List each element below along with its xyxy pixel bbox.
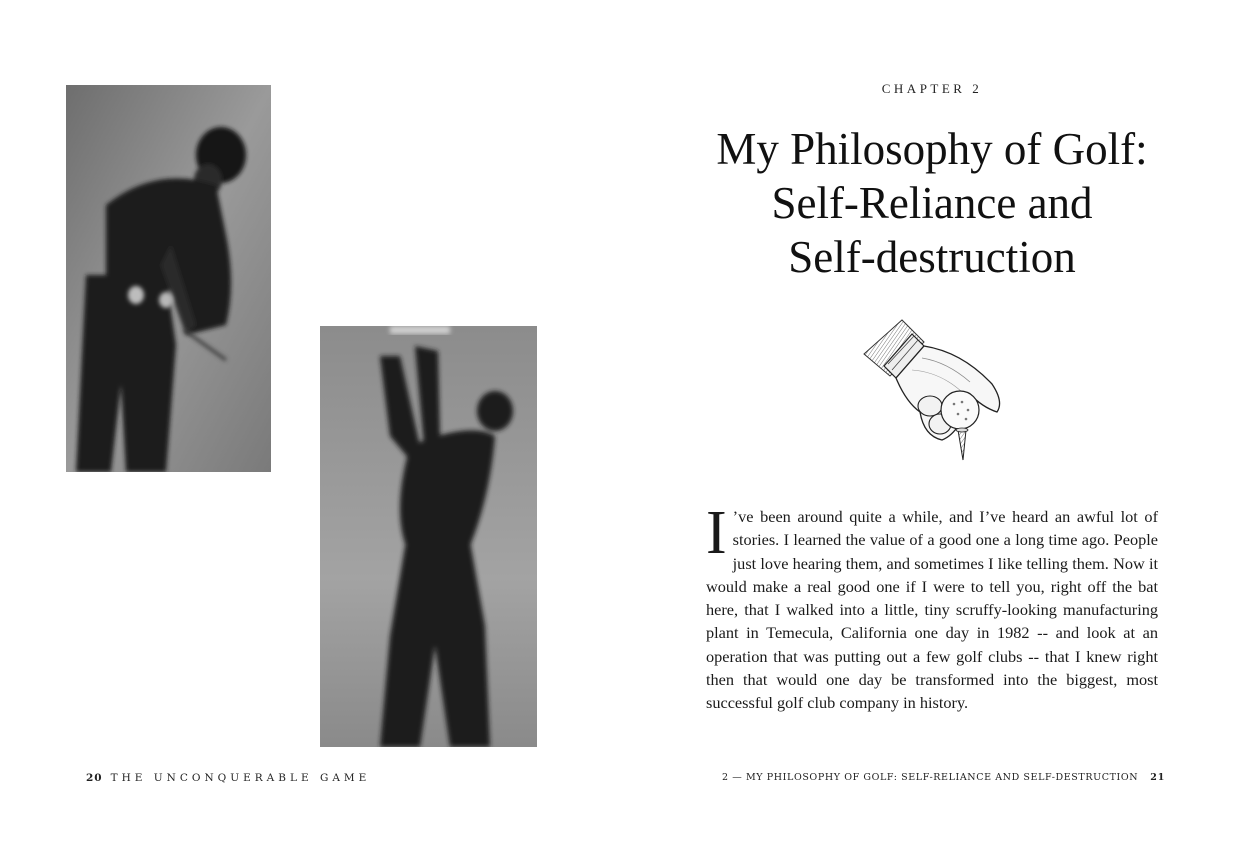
left-running-head: THE UNCONQUERABLE GAME [110, 772, 371, 784]
chapter-body-text: ’ve been around quite a while, and I’ve heard an awful lot of stories. I learned the value of a good one a long time ago. People just love hearing them, and sometimes I like telling them. Now it would make a real good one if I were to tell you, right off the bat here, that I walked into a little, tiny scruffy-looking manufacturing plant in Temecula, California one day in 1982 -- and look at an operation that was putting out a few golf clubs -- that I knew right then that would one day be transformed into the biggest, most successful golf club company in history. [706, 507, 1158, 713]
gloved-hand-ball-tee-icon [862, 312, 1012, 464]
right-running-head: 2 — MY PHILOSOPHY OF GOLF: SELF-RELIANCE AND SELF-DESTRUCTION [722, 772, 1139, 783]
chapter-title-line: Self-destruction [788, 232, 1076, 282]
golfer-follow-through-photo [320, 326, 537, 747]
chapter-body-paragraph [706, 499, 1158, 715]
chapter-title-line: My Philosophy of Golf: [716, 124, 1148, 174]
chapter-label: CHAPTER 2 [881, 81, 983, 96]
drop-cap: I [706, 499, 727, 567]
right-running-footer [722, 772, 1165, 783]
chapter-title-line: Self-Reliance and [771, 178, 1093, 228]
right-folio: 21 [1150, 772, 1166, 783]
left-folio: 20 [86, 772, 103, 784]
left-running-footer [86, 772, 370, 784]
golfer-address-photo [66, 85, 271, 472]
chapter-title [682, 122, 1182, 284]
